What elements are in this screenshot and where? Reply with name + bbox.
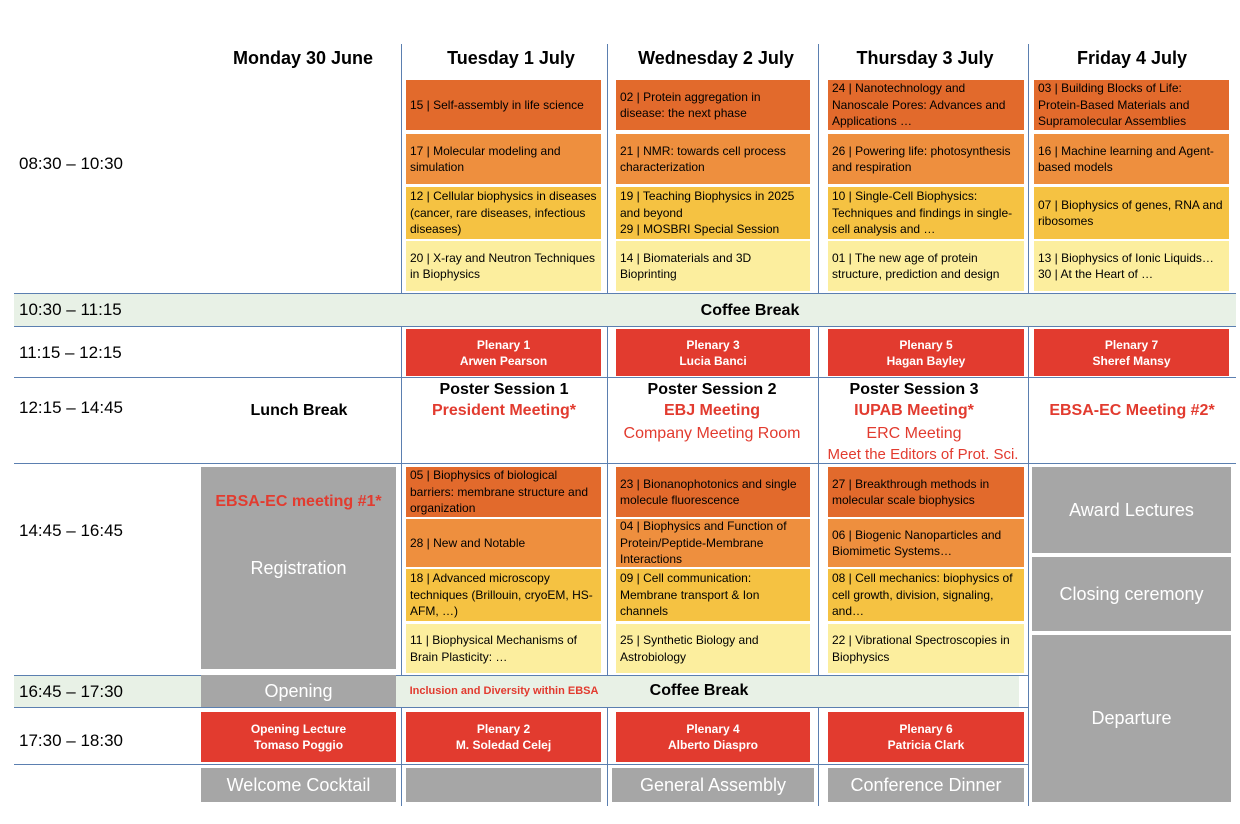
meeting-label: EBSA-EC meeting #1* [215,493,382,510]
session-block[interactable]: 20 | X-ray and Neutron Techniques in Biophysics [406,241,601,291]
plenary-title: Plenary 4 [686,722,740,736]
column-divider [1028,44,1029,806]
session-block[interactable]: 10 | Single-Cell Biophysics: Techniques and findings in single-cell analysis and … [828,187,1024,239]
row-divider [14,377,1236,378]
time-slot: 12:15 – 14:45 [19,398,123,417]
session-block[interactable]: 25 | Synthetic Biology and Astrobiology [616,624,810,673]
empty-block [406,768,601,802]
session-block[interactable]: 18 | Advanced microscopy techniques (Brillouin, cryoEM, HS-AFM, …) [406,569,601,621]
day-header-wednesday: Wednesday 2 July [638,48,794,68]
session-block[interactable]: 21 | NMR: towards cell process characterization [616,134,810,184]
plenary-block[interactable] [828,329,1024,376]
plenary-speaker: Alberto Diaspro [667,738,758,752]
poster-session-title: Poster Session 3 [849,381,979,398]
poster-session-title: Poster Session 2 [647,381,777,398]
plenary-block[interactable] [406,712,601,762]
day-header-thursday: Thursday 3 July [856,48,994,68]
session-block[interactable]: 26 | Powering life: photosynthesis and respiration [828,134,1024,184]
welcome-cocktail-block[interactable]: Welcome Cocktail [201,768,396,802]
session-block[interactable]: 01 | The new age of protein structure, prediction and design [828,241,1024,291]
plenary-speaker: M. Soledad Celej [455,738,552,752]
session-block[interactable]: 09 | Cell communication: Membrane transport & Ion channels [616,569,810,621]
time-slot: 17:30 – 18:30 [19,731,123,750]
session-block[interactable]: 15 | Self-assembly in life science [406,80,601,130]
departure-block[interactable]: Departure [1032,635,1231,802]
time-slot: 08:30 – 10:30 [19,154,123,173]
meeting-label: President Meeting* [431,402,577,419]
time-slot: 10:30 – 11:15 [19,300,122,319]
plenary-speaker: Lucia Banci [679,353,747,368]
row-divider [14,764,1029,765]
meeting-label: Meet the Editors of Prot. Sci. [827,446,1019,463]
session-block[interactable]: 08 | Cell mechanics: biophysics of cell growth, division, signaling, and… [828,569,1024,621]
session-block[interactable]: 12 | Cellular biophysics in diseases (cancer, rare diseases, infectious diseases) [406,187,601,239]
row-divider [14,707,1029,708]
session-block[interactable]: 07 | Biophysics of genes, RNA and ribosomes [1034,187,1229,239]
poster-session-title: Poster Session 1 [439,381,569,398]
session-block[interactable]: 24 | Nanotechnology and Nanoscale Pores: Advances and Applications … [828,80,1024,130]
meeting-label: EBSA-EC Meeting #2* [1049,402,1215,419]
plenary-title: Plenary 1 [476,337,531,352]
conference-dinner-block[interactable]: Conference Dinner [828,768,1024,802]
opening-lecture-block[interactable] [201,712,396,762]
meeting-label: EBJ Meeting [663,402,760,419]
session-block[interactable]: 22 | Vibrational Spectroscopies in Biophysics [828,624,1024,673]
row-divider [14,463,1236,464]
award-lectures-block[interactable]: Award Lectures [1032,467,1231,553]
session-block[interactable]: 02 | Protein aggregation in disease: the next phase [616,80,810,130]
time-slot: 14:45 – 16:45 [19,521,123,540]
session-block[interactable]: 13 | Biophysics of Ionic Liquids… 30 | At the Heart of … [1034,241,1229,291]
plenary-speaker: Hagan Bayley [886,353,966,368]
meeting-room-label: Company Meeting Room [623,425,801,442]
meeting-label: ERC Meeting [866,425,962,442]
session-block[interactable]: 03 | Building Blocks of Life: Protein-Based Materials and Supramolecular Assemblies [1034,80,1229,130]
closing-ceremony-block[interactable]: Closing ceremony [1032,557,1231,631]
day-header-tuesday: Tuesday 1 July [447,48,575,68]
plenary-title: Plenary 5 [899,337,953,352]
session-block[interactable]: 23 | Bionanophotonics and single molecule fluorescence [616,467,810,517]
registration-label: Registration [250,557,347,578]
row-divider [14,675,1029,676]
day-header-monday: Monday 30 June [232,48,374,68]
inclusion-diversity-label: Inclusion and Diversity within EBSA [409,685,599,697]
lunch-break-label: Lunch Break [250,402,348,419]
session-block[interactable]: 11 | Biophysical Mechanisms of Brain Plasticity: … [406,624,601,673]
session-block[interactable]: 17 | Molecular modeling and simulation [406,134,601,184]
plenary-speaker: Tomaso Poggio [253,738,344,752]
day-header-friday: Friday 4 July [1076,48,1188,68]
opening-block[interactable]: Opening [201,675,396,707]
plenary-title: Plenary 2 [476,722,531,736]
plenary-block[interactable] [1034,329,1229,376]
plenary-speaker: Patricia Clark [887,738,965,752]
plenary-block[interactable] [616,712,810,762]
coffee-break-label: Coffee Break [700,302,800,319]
plenary-title: Plenary 6 [899,722,953,736]
row-divider [14,326,1236,327]
plenary-title: Opening Lecture [250,722,347,736]
plenary-title: Plenary 7 [1104,337,1159,352]
row-divider [14,293,1236,294]
plenary-block[interactable] [616,329,810,376]
plenary-title: Plenary 3 [686,337,740,352]
session-block[interactable]: 16 | Machine learning and Agent-based models [1034,134,1229,184]
session-block[interactable]: 14 | Biomaterials and 3D Bioprinting [616,241,810,291]
plenary-speaker: Sheref Mansy [1092,353,1171,368]
time-slot: 11:15 – 12:15 [19,343,122,362]
time-slot: 16:45 – 17:30 [19,682,123,701]
session-block[interactable]: 19 | Teaching Biophysics in 2025 and beyond 29 | MOSBRI Special Session [616,187,810,239]
session-block[interactable]: 28 | New and Notable [406,519,601,567]
session-block[interactable]: 27 | Breakthrough methods in molecular scale biophysics [828,467,1024,517]
plenary-block[interactable] [828,712,1024,762]
general-assembly-block[interactable]: General Assembly [612,768,814,802]
coffee-break-label: Coffee Break [649,682,749,699]
plenary-block[interactable] [406,329,601,376]
meeting-label: IUPAB Meeting* [854,402,974,419]
session-block[interactable]: 05 | Biophysics of biological barriers: membrane structure and organization [406,467,601,517]
plenary-speaker: Arwen Pearson [459,353,548,368]
session-block[interactable]: 04 | Biophysics and Function of Protein/Peptide-Membrane Interactions [616,519,810,567]
registration-block[interactable] [201,467,396,669]
session-block[interactable]: 06 | Biogenic Nanoparticles and Biomimetic Systems… [828,519,1024,567]
